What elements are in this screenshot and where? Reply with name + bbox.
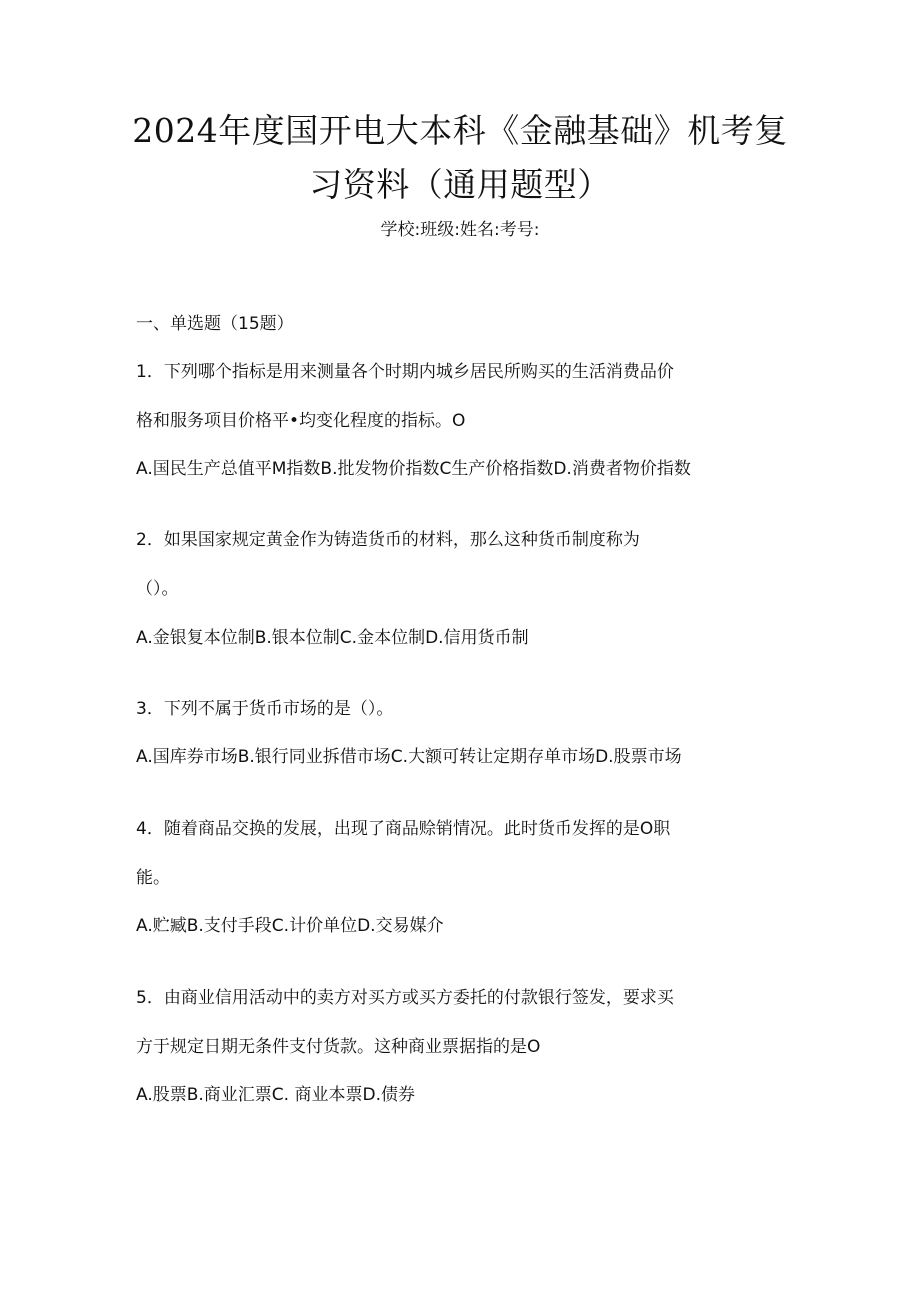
question-5-line-1: 5．由商业信用活动中的卖方对买方或买方委托的付款银行签发，要求买 xyxy=(136,988,674,1008)
document-title xyxy=(100,104,820,212)
question-5-line-2: 方于规定日期无条件支付货款。这种商业票据指的是O xyxy=(136,1037,541,1057)
question-1-line-1: 1．下列哪个指标是用来测量各个时期内城乡居民所购买的生活消费品价 xyxy=(136,362,674,382)
question-2-line-1: 2．如果国家规定黄金作为铸造货币的材料，那么这种货币制度称为 xyxy=(136,530,640,550)
section-heading: 一、单选题（15题） xyxy=(136,314,294,334)
title-line-2: 习资料（通用题型） xyxy=(309,165,611,204)
question-2-options: A.金银复本位制B.银本位制C.金本位制D.信用货币制 xyxy=(136,628,529,648)
question-5-options: A.股票B.商业汇票C. 商业本票D.债券 xyxy=(136,1085,415,1105)
question-4-options: A.贮臧B.支付手段C.计价单位D.交易媒介 xyxy=(136,916,444,936)
title-line-1: 2024年度国开电大本科《金融基础》机考复 xyxy=(132,111,788,150)
question-1-options: A.国民生产总值平M指数B.批发物价指数C生产价格指数D.消费者物价指数 xyxy=(136,459,691,479)
question-3-options: A.国库券市场B.银行同业拆借市场C.大额可转让定期存单市场D.股票市场 xyxy=(136,747,682,767)
question-4-line-1: 4．随着商品交换的发展，出现了商品赊销情况。此时货币发挥的是O职 xyxy=(136,819,671,839)
question-2-line-2: （）。 xyxy=(136,579,179,599)
question-1-line-2: 格和服务项目价格平•均变化程度的指标。O xyxy=(136,411,466,431)
question-3-line-1: 3．下列不属于货币市场的是（）。 xyxy=(136,699,394,719)
question-4-line-2: 能。 xyxy=(136,868,170,888)
student-info-line: 学校:班级:姓名:考号: xyxy=(380,220,540,240)
